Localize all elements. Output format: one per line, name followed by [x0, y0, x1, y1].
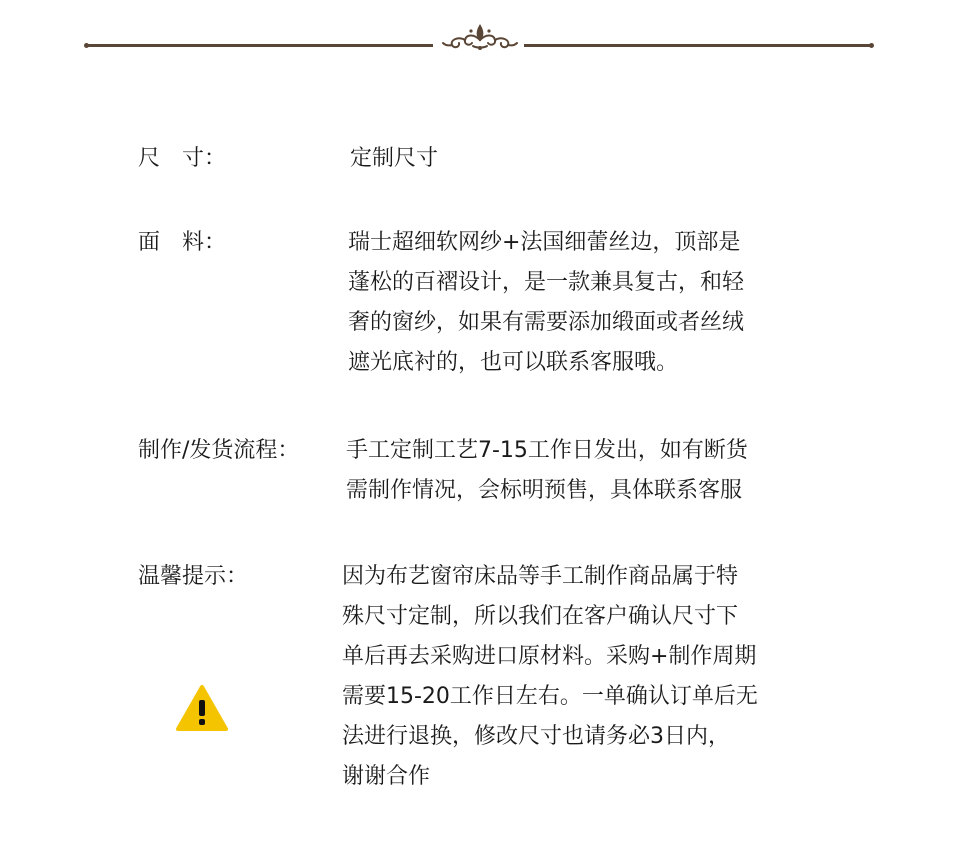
header-divider-left	[86, 44, 433, 47]
fabric-value-line: 奢的窗纱，如果有需要添加缎面或者丝绒	[348, 310, 745, 335]
size-label: 尺 寸：	[138, 146, 227, 171]
tips-label: 温馨提示：	[138, 564, 249, 589]
process-value-line: 需制作情况，会标明预售，具体联系客服	[346, 478, 743, 503]
warning-icon	[176, 684, 228, 732]
divider-end-dot	[869, 43, 874, 48]
fabric-value-line: 遮光底衬的，也可以联系客服哦。	[348, 350, 679, 375]
process-value-line: 手工定制工艺7-15工作日发出，如有断货	[346, 438, 748, 463]
fabric-value-line: 瑞士超细软网纱+法国细蕾丝边，顶部是	[348, 230, 741, 255]
tips-value-line: 单后再去采购进口原材料。采购+制作周期	[342, 644, 757, 669]
header-divider-right	[524, 44, 871, 47]
size-value	[350, 139, 438, 179]
tips-value	[342, 557, 758, 797]
process-label: 制作/发货流程：	[138, 438, 300, 463]
tips-value-line: 谢谢合作	[342, 764, 431, 789]
fabric-value	[348, 223, 744, 383]
process-value	[346, 431, 748, 511]
tips-value-line: 需要15-20工作日左右。一单确认订单后无	[342, 684, 758, 709]
tips-value-line: 因为布艺窗帘床品等手工制作商品属于特	[342, 564, 739, 589]
ornament-icon	[440, 22, 520, 52]
tips-value-line: 法进行退换，修改尺寸也请务必3日内，	[342, 724, 730, 749]
divider-end-dot	[84, 43, 89, 48]
fabric-value-line: 蓬松的百褶设计，是一款兼具复古，和轻	[348, 270, 745, 295]
size-value-line: 定制尺寸	[350, 146, 439, 171]
fabric-label: 面 料：	[138, 230, 227, 255]
tips-value-line: 殊尺寸定制，所以我们在客户确认尺寸下	[342, 604, 739, 629]
